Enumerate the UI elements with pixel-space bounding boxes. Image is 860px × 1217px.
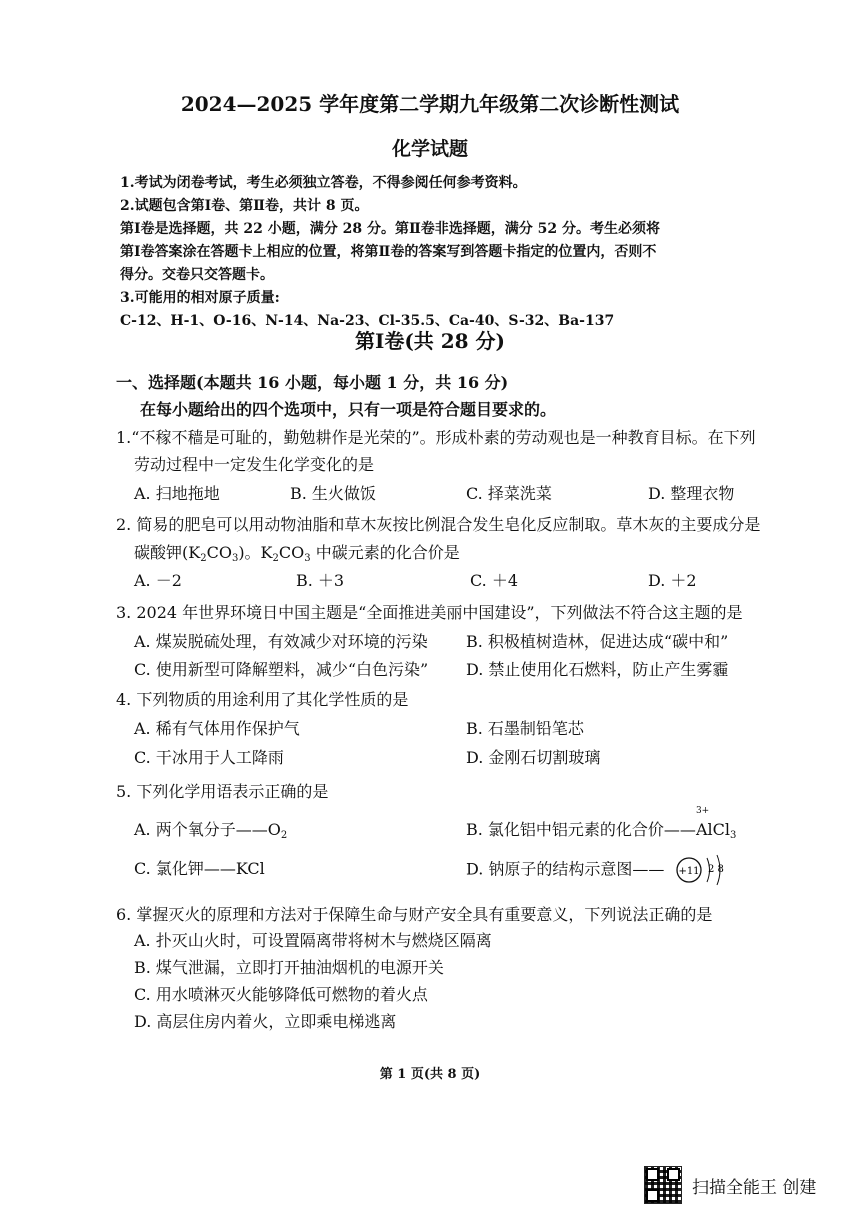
sodium-atom-diagram [674, 852, 732, 888]
note-3c: 得分。交卷只交答题卡。 [120, 267, 274, 283]
q2-option-b: B. ＋3 [296, 571, 345, 590]
q2-sub-3a: 3 [231, 553, 239, 564]
q5-option-c: C. 氯化钾——KCl [134, 859, 265, 878]
q3-stem: 3. 2024 年世界环境日中国主题是“全面推进美丽中国建设”，下列做法不符合这主题的是 [116, 603, 743, 622]
q3-option-a: A. 煤炭脱硫处理，有效减少对环境的污染 [134, 632, 428, 651]
q6-option-d: D. 高层住房内着火，立即乘电梯逃离 [134, 1012, 397, 1031]
page-number: 第 1 页(共 8 页) [379, 1067, 481, 1082]
note-1: 1.考试为闭卷考试，考生必须独立答卷，不得参阅任何参考资料。 [120, 175, 527, 191]
q3-option-c: C. 使用新型可降解塑料，减少“白色污染” [134, 660, 429, 679]
q6-option-a: A. 扑灭山火时，可设置隔离带将树木与燃烧区隔离 [134, 931, 492, 950]
q2-text-mid: CO [206, 543, 232, 562]
q2-option-d: D. ＋2 [648, 571, 697, 590]
q2-sub-2b: 2 [272, 553, 279, 564]
note-4: 3.可能用的相对原子质量: [120, 290, 280, 306]
q2-stem-line1: 2. 简易的肥皂可以用动物油脂和草木灰按比例混合发生皂化反应制取。草木灰的主要成分是 [116, 515, 761, 534]
q4-option-b: B. 石墨制铅笔芯 [466, 719, 584, 738]
q6-option-c: C. 用水喷淋灭火能够降低可燃物的着火点 [134, 985, 428, 1004]
q4-option-a: A. 稀有气体用作保护气 [134, 719, 300, 738]
q2-option-a: A. －2 [134, 571, 182, 590]
atomic-masses: C-12、H-1、O-16、N-14、Na-23、Cl-35.5、Ca-40、S-32、Ba-137 [120, 313, 615, 329]
q1-option-b: B. 生火做饭 [290, 484, 376, 503]
q6-option-b: B. 煤气泄漏，立即打开抽油烟机的电源开关 [134, 958, 444, 977]
nucleus-label: +11 [677, 866, 700, 877]
q5-option-b [466, 806, 737, 841]
q5-b-text: B. 氯化铝中铝元素的化合价—— [466, 820, 696, 839]
q2-sub-2a: 2 [200, 553, 207, 564]
q5-b-formula-text: AlCl [695, 820, 730, 839]
q5-d-text: D. 钠原子的结构示意图—— [466, 859, 665, 879]
qr-code-icon [644, 1166, 682, 1204]
q1-option-a: A. 扫地拖地 [134, 484, 220, 503]
section-title: 第Ⅰ卷(共 28 分) [354, 329, 506, 353]
exam-title: 2024—2025 学年度第二学期九年级第二次诊断性测试 [180, 92, 680, 116]
exam-subtitle: 化学试题 [391, 138, 468, 160]
q2-text-end: CO [278, 543, 305, 562]
q4-stem: 4. 下列物质的用途利用了其化学性质的是 [116, 690, 409, 709]
q1-stem-line1: 1.“不稼不穑是可耻的，勤勉耕作是光荣的”。形成朴素的劳动观也是一种教育目标。在下列 [116, 428, 756, 447]
note-2: 2.试题包含第Ⅰ卷、第Ⅱ卷，共计 8 页。 [120, 198, 369, 214]
part-instruction: 在每小题给出的四个选项中，只有一项是符合题目要求的。 [140, 400, 557, 419]
q2-text-tail: 中碳元素的化合价是 [310, 543, 460, 562]
q5-b-formula [695, 806, 737, 841]
watermark-text: 扫描全能王 创建 [692, 1177, 817, 1198]
q3-option-d: D. 禁止使用化石燃料，防止产生雾霾 [466, 660, 729, 679]
q2-text-post: )。K [238, 543, 273, 562]
q5-a-sub: 2 [280, 830, 288, 841]
q2-option-c: C. ＋4 [470, 571, 519, 590]
q5-stem: 5. 下列化学用语表示正确的是 [116, 782, 329, 801]
note-3a: 第Ⅰ卷是选择题，共 22 小题，满分 28 分。第Ⅱ卷非选择题，满分 52 分。考生必须将 [120, 221, 661, 237]
q5-b-sub: 3 [729, 830, 737, 841]
shell-electrons: 2 8 [707, 864, 724, 875]
q1-option-d: D. 整理衣物 [648, 484, 735, 503]
q4-option-c: C. 干冰用于人工降雨 [134, 748, 284, 767]
scanner-watermark [644, 1166, 816, 1204]
part-heading: 一、选择题(本题共 16 小题，每小题 1 分，共 16 分) [116, 373, 509, 392]
q2-text-pre: 碳酸钾(K [134, 543, 201, 562]
q3-option-b: B. 积极植树造林，促进达成“碳中和” [466, 632, 729, 651]
q2-stem-line2 [134, 540, 460, 564]
q5-option-a [134, 817, 287, 841]
q5-option-d [466, 852, 732, 888]
q2-sub-3b: 3 [304, 553, 311, 564]
q6-stem: 6. 掌握灭火的原理和方法对于保障生命与财产安全具有重要意义，下列说法正确的是 [116, 905, 713, 924]
q1-stem-line2: 劳动过程中一定发生化学变化的是 [134, 455, 375, 474]
note-3b: 第Ⅰ卷答案涂在答题卡上相应的位置，将第Ⅱ卷的答案写到答题卡指定的位置内，否则不 [120, 244, 657, 260]
q4-option-d: D. 金刚石切割玻璃 [466, 748, 601, 767]
q1-option-c: C. 择菜洗菜 [466, 484, 552, 503]
q5-a-text: A. 两个氧分子——O [134, 820, 281, 839]
q5-b-valence: 3+ [695, 806, 710, 816]
